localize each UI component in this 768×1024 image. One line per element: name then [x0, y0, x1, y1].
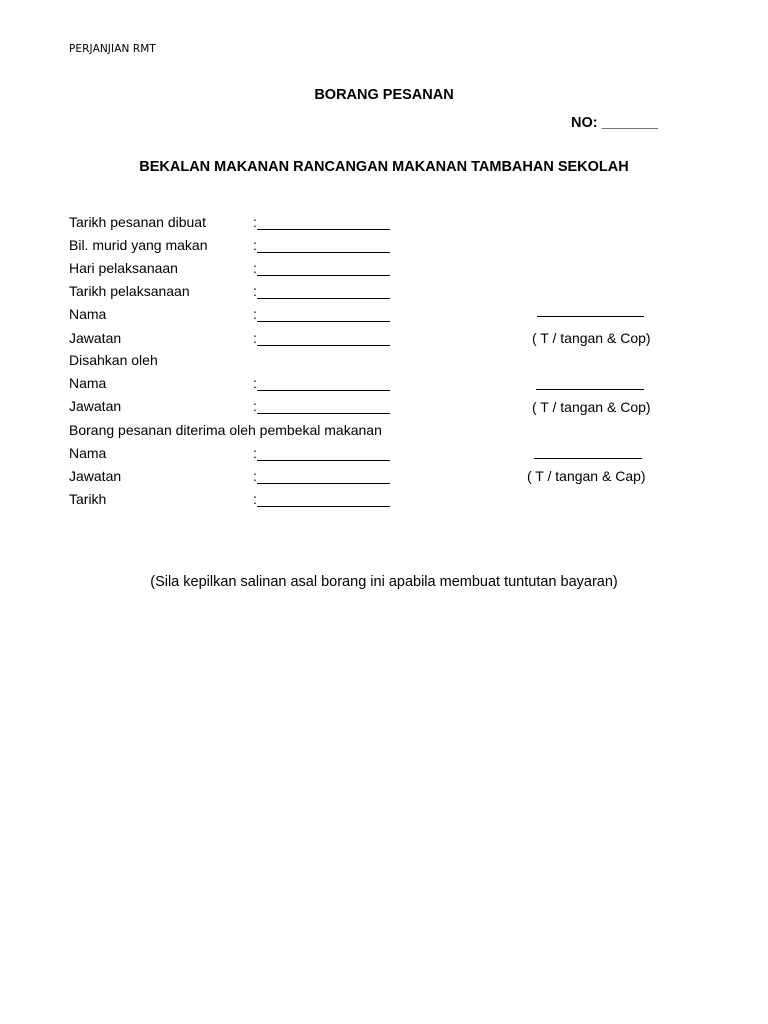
field-label-date-3: Tarikh [69, 491, 107, 507]
signature-line-3[interactable] [534, 458, 642, 459]
field-label-name-2: Nama [69, 375, 107, 391]
field-row-students-eating [69, 237, 689, 257]
field-blank-students-eating[interactable] [257, 252, 390, 253]
signature-caption-2: ( T / tangan & Cop) [532, 399, 651, 415]
field-colon: : [253, 491, 257, 507]
field-row-date-3 [69, 491, 689, 511]
field-blank-position-1[interactable] [257, 345, 390, 346]
field-label-position-2: Jawatan [69, 398, 122, 414]
field-colon: : [253, 306, 257, 322]
signature-caption-3: ( T / tangan & Cap) [527, 468, 646, 484]
section-label-received-by: Borang pesanan diterima oleh pembekal makanan [69, 422, 382, 438]
field-label-position-1: Jawatan [69, 330, 122, 346]
field-colon: : [253, 375, 257, 391]
field-colon: : [253, 214, 257, 230]
field-colon: : [253, 468, 257, 484]
field-blank-position-3[interactable] [257, 483, 390, 484]
section-received-by [69, 422, 689, 442]
field-colon: : [253, 445, 257, 461]
field-row-name-2 [69, 375, 689, 395]
field-label-implementation-date: Tarikh pelaksanaan [69, 283, 190, 299]
field-label-students-eating: Bil. murid yang makan [69, 237, 208, 253]
payment-claim-note: (Sila kepilkan salinan asal borang ini apabila membuat tuntutan bayaran) [150, 574, 618, 590]
form-number: NO: _______ [571, 115, 659, 131]
section-label-approved-by: Disahkan oleh [69, 352, 158, 368]
field-colon: : [253, 330, 257, 346]
field-colon: : [253, 398, 257, 414]
field-blank-order-date[interactable] [257, 229, 390, 230]
signature-line-1[interactable] [537, 316, 644, 317]
field-colon: : [253, 260, 257, 276]
field-blank-date-3[interactable] [257, 506, 390, 507]
field-blank-name-1[interactable] [257, 321, 390, 322]
field-row-name-3 [69, 445, 689, 465]
field-label-order-date: Tarikh pesanan dibuat [69, 214, 206, 230]
signature-line-2[interactable] [536, 389, 644, 390]
field-colon: : [253, 283, 257, 299]
field-blank-implementation-date[interactable] [257, 298, 390, 299]
field-label-position-3: Jawatan [69, 468, 122, 484]
signature-caption-1: ( T / tangan & Cop) [532, 330, 651, 346]
form-subtitle: BEKALAN MAKANAN RANCANGAN MAKANAN TAMBAHAN SEKOLAH [139, 159, 629, 175]
field-row-implementation-day [69, 260, 689, 280]
field-blank-implementation-day[interactable] [257, 275, 390, 276]
form-title: BORANG PESANAN [314, 87, 454, 103]
field-blank-name-3[interactable] [257, 460, 390, 461]
field-blank-position-2[interactable] [257, 413, 390, 414]
field-row-implementation-date [69, 283, 689, 303]
field-blank-name-2[interactable] [257, 390, 390, 391]
document-header-tag: PERJANJIAN RMT [69, 43, 156, 55]
section-approved-by [69, 352, 689, 372]
field-colon: : [253, 237, 257, 253]
field-label-name-1: Nama [69, 306, 107, 322]
field-label-implementation-day: Hari pelaksanaan [69, 260, 178, 276]
field-label-name-3: Nama [69, 445, 107, 461]
field-row-order-date [69, 214, 689, 234]
